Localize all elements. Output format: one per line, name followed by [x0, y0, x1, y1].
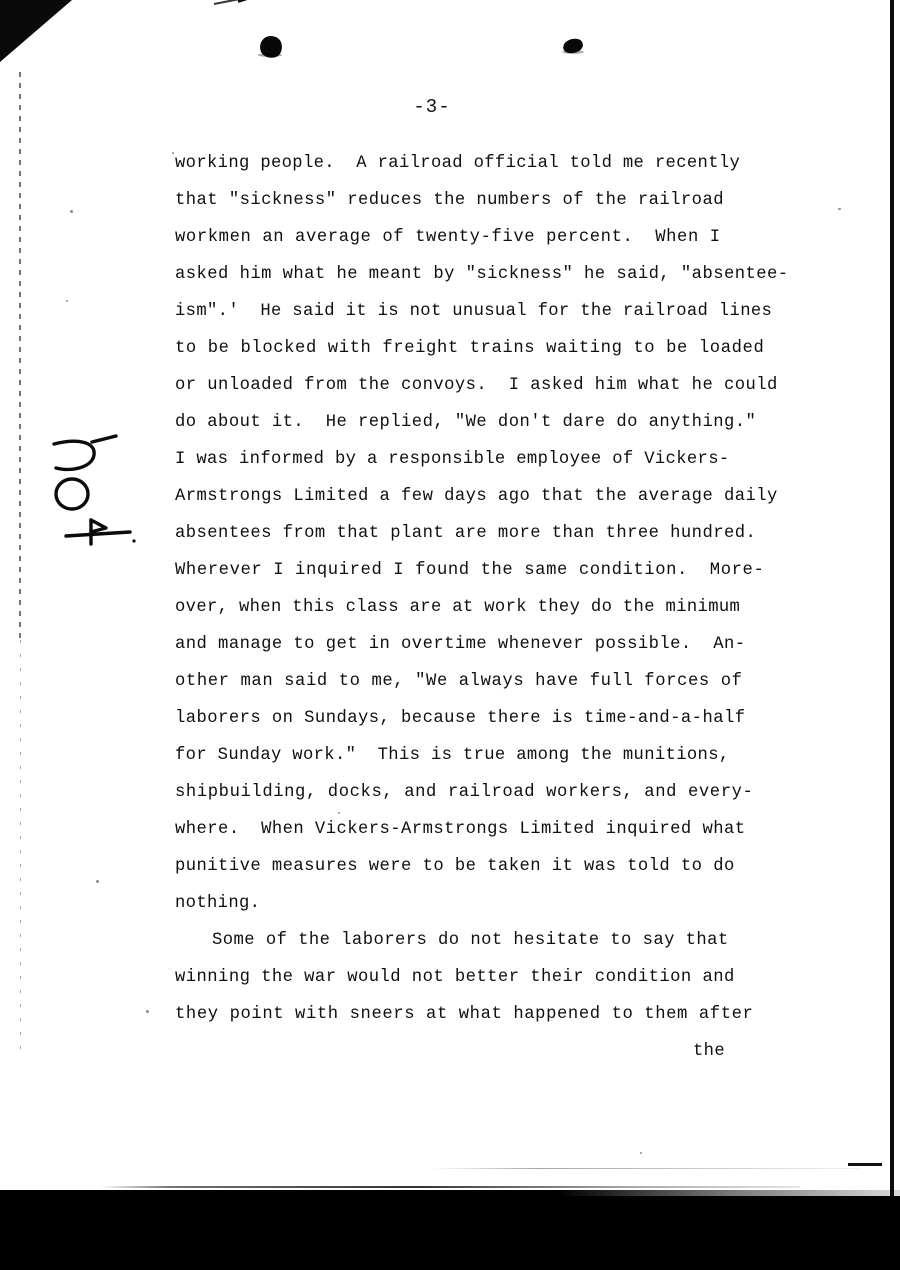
margin-annotation-dot [132, 539, 135, 542]
left-fold-crease-lower [20, 640, 21, 1060]
typed-line: do about it. He replied, "We don't dare do anything." [175, 413, 757, 432]
typed-line: Wherever I inquired I found the same condition. More- [175, 561, 765, 580]
dust-speck [172, 152, 174, 154]
dust-speck [640, 1152, 642, 1154]
typed-line: they point with sneers at what happened to them after [175, 1005, 754, 1024]
scan-streak-upper [430, 1168, 860, 1169]
typed-line: to be blocked with freight trains waiting to be loaded [175, 339, 765, 358]
typed-line: workmen an average of twenty-five percent. When I [175, 228, 721, 247]
torn-corner-artifact [0, 0, 72, 62]
dust-speck [96, 880, 99, 883]
typed-line: nothing. [175, 894, 261, 913]
margin-annotation-504-glyphs [44, 424, 174, 554]
typed-line: I was informed by a responsible employee of Vickers- [175, 450, 730, 469]
dust-speck [66, 300, 68, 302]
typed-line: the [693, 1042, 725, 1061]
scan-streak-main [100, 1186, 800, 1188]
typed-line: or unloaded from the convoys. I asked him what he could [175, 376, 778, 395]
handwritten-margin-annotation [44, 424, 174, 554]
page-number-label: -3- [413, 96, 451, 118]
dust-speck [838, 208, 841, 210]
typed-line: winning the war would not better their condition and [175, 968, 735, 987]
dust-speck [146, 1010, 149, 1013]
typed-line: laborers on Sundays, because there is time-and-a-half [175, 709, 746, 728]
scan-streak-short [848, 1163, 882, 1166]
typed-line: over, when this class are at work they do the minimum [175, 598, 741, 617]
typed-line: Armstrongs Limited a few days ago that the average daily [175, 487, 778, 506]
typed-line: asked him what he meant by "sickness" he said, "absentee- [175, 265, 789, 284]
page-number [0, 96, 900, 118]
staple-hole-right-shadow [562, 50, 584, 54]
bottom-edge-border [0, 1196, 900, 1270]
typed-line: shipbuilding, docks, and railroad workers, and every- [175, 783, 754, 802]
document-body-text [175, 145, 815, 1070]
right-edge-border [890, 0, 894, 1196]
left-fold-crease [19, 72, 21, 642]
top-scratch-mark-secondary [238, 0, 283, 3]
typed-line: and manage to get in overtime whenever possible. An- [175, 635, 746, 654]
typed-line: other man said to me, "We always have full forces of [175, 672, 743, 691]
typed-line: that "sickness" reduces the numbers of the railroad [175, 191, 724, 210]
typed-line: Some of the laborers do not hesitate to say that [212, 931, 729, 950]
typed-line: for Sunday work." This is true among the munitions, [175, 746, 730, 765]
typed-line: ism".' He said it is not unusual for the railroad lines [175, 302, 773, 321]
top-scratch-mark [214, 0, 332, 5]
typed-line: working people. A railroad official told me recently [175, 154, 741, 173]
typed-line: punitive measures were to be taken it was told to do [175, 857, 735, 876]
dust-speck [70, 210, 73, 213]
typed-line: where. When Vickers-Armstrongs Limited inquired what [175, 820, 746, 839]
typed-line: absentees from that plant are more than three hundred. [175, 524, 757, 543]
staple-hole-left-shadow [258, 53, 282, 57]
